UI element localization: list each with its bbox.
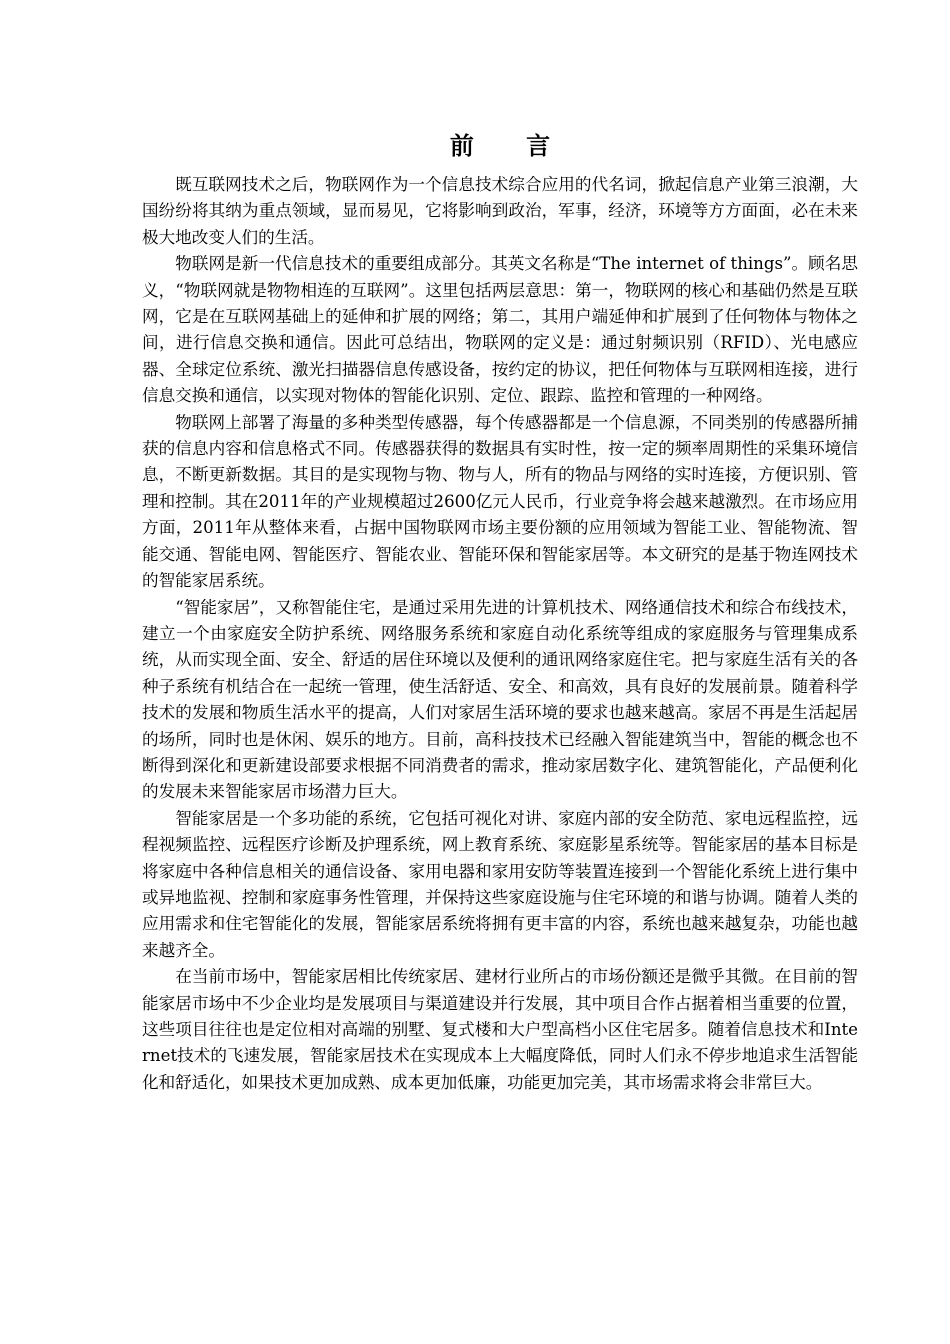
paragraph-4: “智能家居”，又称智能住宅，是通过采用先进的计算机技术、网络通信技术和综合布线技术，建立一个由家庭安全防护系统、网络服务系统和家庭自动化系统等组成的家庭服务与管理集成系统，从而实现全面、安全、舒适的居住环境以及便利的通讯网络家庭住宅。把与家庭生活有关的各种子系统有机结合在一起统一管理，使生活舒适、安全、和高效，具有良好的发展前景。随着科学技术的发展和物质生活水平的提高，人们对家居生活环境的要求也越来越高。家居不再是生活起居的场所，同时也是休闲、娱乐的地方。目前，高科技技术已经融入智能建筑当中，智能的概念也不断得到深化和更新建设部要求根据不同消费者的需求，推动家居数字化、建筑智能化，产品便利化的发展未来智能家居市场潜力巨大。 (142, 597, 858, 802)
paragraph-6: 在当前市场中，智能家居相比传统家居、建材行业所占的市场份额还是微乎其微。在目前的智能家居市场中不少企业均是发展项目与渠道建设并行发展，其中项目合作占据着相当重要的位置，这些项目往往也是定位相对高端的别墅、复式楼和大户型高档小区住宅居多。随着信息技术和Internet技术的飞速发展，智能家居技术在实现成本上大幅度降低，同时人们永不停步地追求生活智能化和舒适化，如果技术更加成熟、成本更加低廉，功能更加完美，其市场需求将会非常巨大。 (142, 967, 858, 1092)
paragraph-5: 智能家居是一个多功能的系统，它包括可视化对讲、家庭内部的安全防范、家电远程监控，远程视频监控、远程医疗诊断及护理系统，网上教育系统、家庭影星系统等。智能家居的基本目标是将家庭中各种信息相关的通信设备、家用电器和家用安防等装置连接到一个智能化系统上进行集中或异地监视、控制和家庭事务性管理，并保持这些家庭设施与住宅环境的和谐与协调。随着人类的应用需求和住宅智能化的发展，智能家居系统将拥有更丰富的内容，系统也越来越复杂，功能也越来越齐全。 (142, 808, 858, 960)
paragraph-3: 物联网上部署了海量的多种类型传感器，每个传感器都是一个信息源，不同类别的传感器所捕获的信息内容和信息格式不同。传感器获得的数据具有实时性，按一定的频率周期性的采集环境信息，不断更新数据。其目的是实现物与物、物与人，所有的物品与网络的实时连接，方便识别、管理和控制。其在2011年的产业规模超过2600亿元人民币，行业竞争将会越来越激烈。在市场应用方面，2011年从整体来看，占据中国物联网市场主要份额的应用领域为智能工业、智能物流、智能交通、智能电网、智能医疗、智能农业、智能环保和智能家居等。本文研究的是基于物连网技术的智能家居系统。 (142, 412, 858, 591)
paragraph-2: 物联网是新一代信息技术的重要组成部分。其英文名称是“The internet of things”。顾名思义，“物联网就是物物相连的互联网”。这里包括两层意思：第一，物联网的核心和基础仍然是互联网，它是在互联网基础上的延伸和扩展的网络；第二，其用户端延伸和扩展到了任何物体与物体之间，进行信息交换和通信。因此可总结出，物联网的定义是：通过射频识别（RFID）、光电感应器、全球定位系统、激光扫描器信息传感设备，按约定的协议，把任何物体与互联网相连接，进行信息交换和通信，以实现对物体的智能化识别、定位、跟踪、监控和管理的一种网络。 (142, 254, 858, 406)
paragraph-1: 既互联网技术之后，物联网作为一个信息技术综合应用的代名词，掀起信息产业第三浪潮，大国纷纷将其纳为重点领域，显而易见，它将影响到政治，军事，经济，环境等方方面面，必在未来极大地改变人们的生活。 (142, 175, 858, 247)
document-page (142, 128, 858, 1096)
page-title: 前 言 (449, 132, 573, 160)
